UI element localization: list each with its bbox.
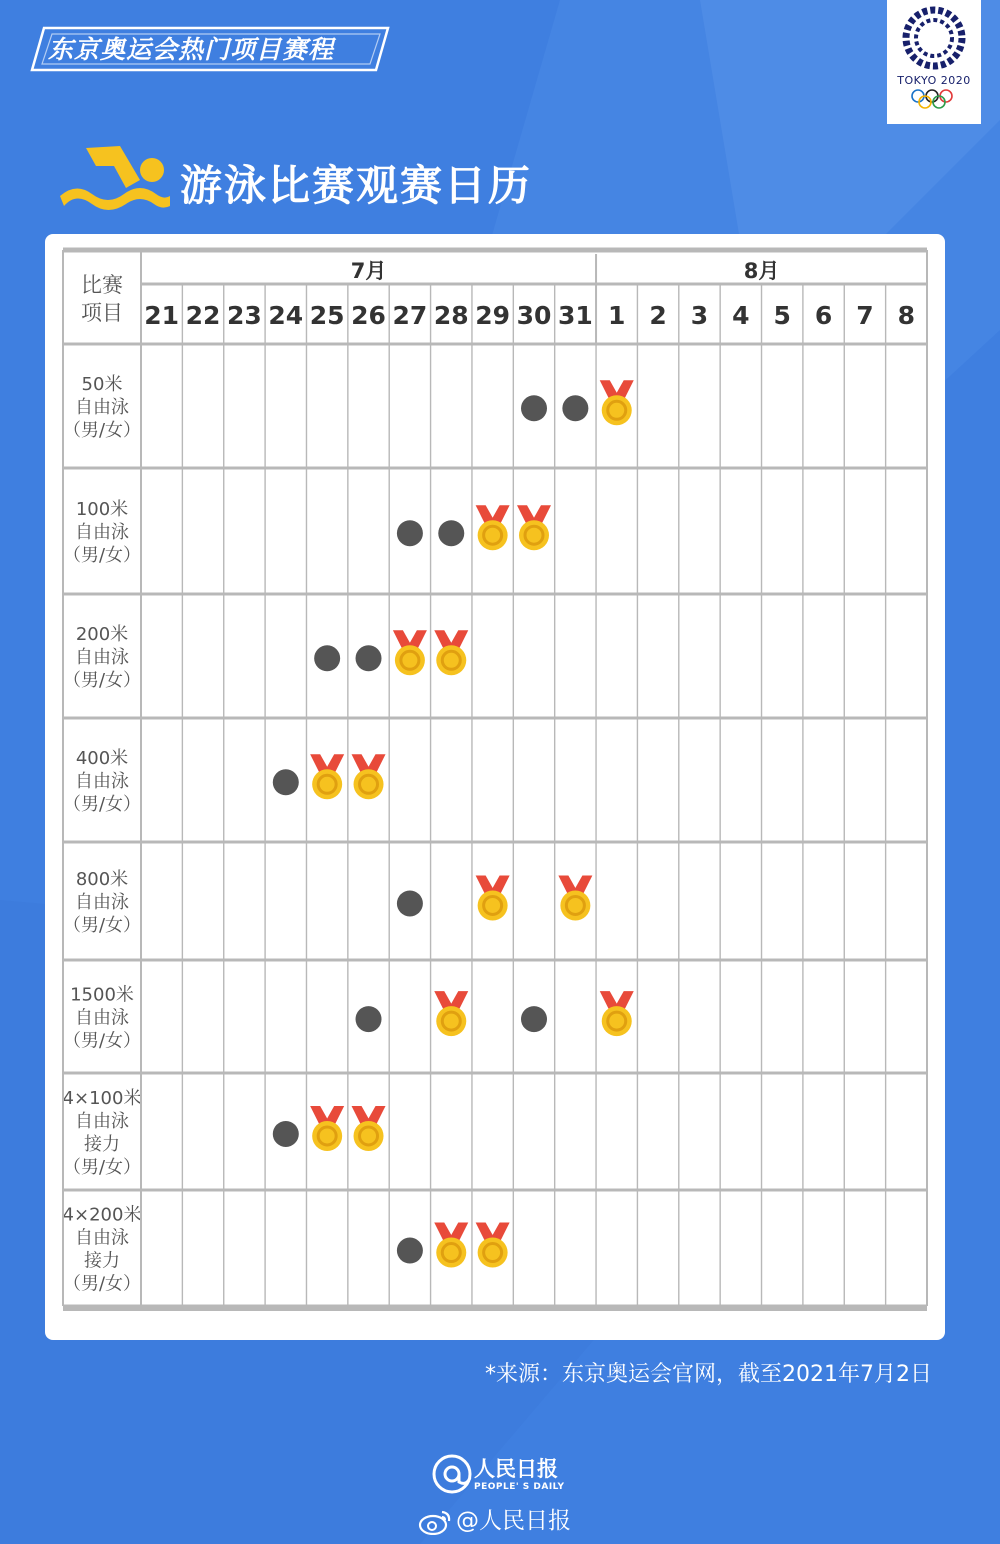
gold-medal-icon — [600, 380, 634, 425]
event-label: （男/女） — [62, 794, 142, 815]
gold-medal-icon — [434, 630, 468, 675]
tokyo-2020-label: TOKYO 2020 — [897, 74, 971, 87]
gray-dot-icon — [273, 1121, 299, 1147]
brand-main: 人民日报 — [474, 1457, 558, 1481]
day-label: 6 — [814, 301, 833, 330]
day-label: 2 — [649, 301, 667, 330]
event-label: 400米 — [75, 748, 129, 769]
day-label: 31 — [557, 301, 593, 330]
gray-dot-icon — [273, 769, 299, 795]
tokyo-2020-logo — [887, 0, 981, 124]
schedule-grid — [45, 234, 945, 1340]
day-label: 21 — [144, 301, 180, 330]
gray-dot-icon — [521, 395, 547, 421]
event-label: 100米 — [75, 499, 129, 520]
gray-dot-icon — [397, 520, 423, 546]
event-label: 自由泳 — [75, 771, 129, 792]
gold-medal-icon — [476, 875, 510, 920]
gold-medal-icon — [434, 1223, 468, 1268]
event-label: （男/女） — [62, 1030, 142, 1052]
event-row — [63, 1205, 510, 1295]
gold-medal-icon — [558, 875, 592, 920]
event-label: 50米 — [81, 374, 123, 395]
brand-sub: PEOPLE' S DAILY — [474, 1482, 565, 1492]
day-label: 30 — [516, 301, 552, 330]
event-label: 自由泳 — [75, 1227, 129, 1249]
day-label: 27 — [392, 301, 428, 330]
day-label: 28 — [433, 301, 469, 330]
event-label: 自由泳 — [75, 1111, 129, 1132]
day-label: 24 — [268, 301, 304, 330]
event-label: 800米 — [75, 869, 129, 890]
gray-dot-icon — [397, 1238, 423, 1264]
gray-dot-icon — [356, 645, 382, 671]
month-label: 7月 — [350, 259, 387, 283]
day-label: 3 — [690, 301, 709, 330]
header-label-line-1: 比赛 — [81, 273, 123, 297]
event-label: （男/女） — [62, 1273, 142, 1295]
event-label: 4×100米 — [62, 1088, 142, 1109]
day-label: 23 — [227, 301, 262, 330]
event-label: 自由泳 — [75, 892, 129, 913]
event-label: （男/女） — [62, 420, 142, 441]
weibo-handle: @人民日报 — [456, 1508, 571, 1534]
gold-medal-icon — [393, 630, 427, 675]
day-label: 25 — [309, 301, 345, 330]
event-label: （男/女） — [62, 1157, 142, 1178]
source-note: *来源：东京奥运会官网，截至2021年7月2日 — [485, 1362, 932, 1387]
day-label: 22 — [185, 301, 221, 330]
gold-medal-icon — [310, 754, 344, 799]
event-label: （男/女） — [62, 670, 142, 691]
month-label: 8月 — [743, 259, 780, 283]
day-label: 5 — [773, 301, 791, 330]
event-label: 1500米 — [70, 984, 134, 1006]
banner-title: 东京奥运会热门项目赛程 — [48, 35, 335, 64]
day-label: 29 — [475, 301, 511, 330]
day-label: 1 — [608, 301, 626, 330]
gray-dot-icon — [438, 520, 464, 546]
weibo-handle-row[interactable] — [418, 1504, 571, 1538]
event-label: 接力 — [84, 1134, 120, 1155]
day-label: 7 — [856, 301, 874, 330]
page-title: 游泳比赛观赛日历 — [180, 161, 533, 210]
gray-dot-icon — [314, 645, 340, 671]
gray-dot-icon — [356, 1006, 382, 1032]
event-label: 200米 — [75, 624, 129, 645]
gold-medal-icon — [476, 1223, 510, 1268]
event-label: 自由泳 — [75, 1007, 129, 1029]
gray-dot-icon — [562, 395, 588, 421]
day-label: 26 — [351, 301, 386, 330]
gold-medal-icon — [600, 991, 634, 1036]
event-label: （男/女） — [62, 915, 142, 936]
gray-dot-icon — [397, 890, 423, 916]
event-label: 自由泳 — [75, 522, 129, 543]
gold-medal-icon — [476, 505, 510, 550]
gold-medal-icon — [352, 1106, 386, 1151]
event-label: （男/女） — [62, 545, 142, 566]
gray-dot-icon — [521, 1006, 547, 1032]
weibo-icon — [418, 1509, 452, 1535]
day-label: 8 — [897, 301, 916, 330]
event-label: 自由泳 — [75, 397, 129, 418]
gold-medal-icon — [434, 991, 468, 1036]
schedule-card — [45, 234, 945, 1340]
gold-medal-icon — [352, 754, 386, 799]
gold-medal-icon — [517, 505, 551, 550]
tokyo-2020-emblem-icon — [887, 0, 981, 124]
event-label: 4×200米 — [62, 1204, 142, 1226]
event-label: 自由泳 — [75, 647, 129, 668]
header-label-line-2: 项目 — [81, 301, 123, 325]
event-label: 接力 — [84, 1250, 120, 1272]
swimmer-icon — [56, 144, 172, 214]
day-label: 4 — [732, 301, 750, 330]
gold-medal-icon — [310, 1106, 344, 1151]
